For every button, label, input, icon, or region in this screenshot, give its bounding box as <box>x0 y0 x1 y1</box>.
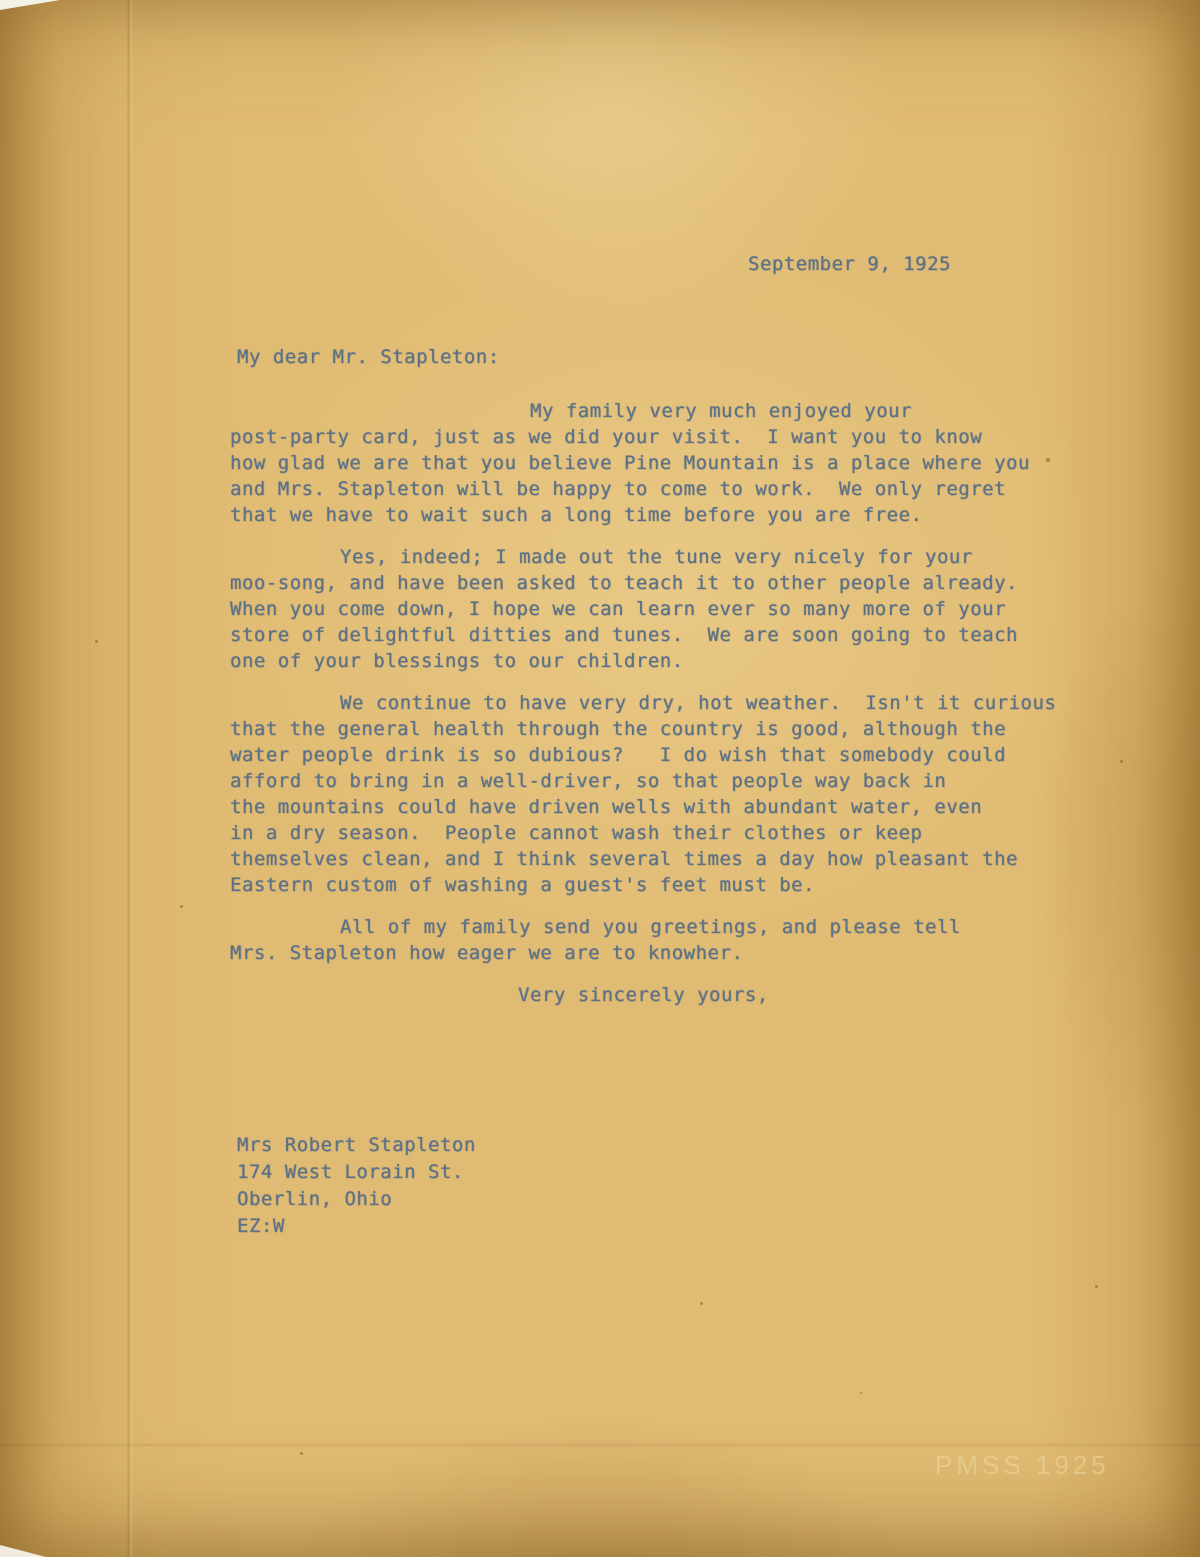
letter-line: one of your blessings to our children. <box>230 650 684 672</box>
paragraph <box>230 914 1056 966</box>
letter-line: post-party card, just as we did your visit. I want you to know <box>230 426 983 448</box>
paragraph <box>230 544 1056 674</box>
paper-speck <box>95 640 98 643</box>
paper-speck <box>1120 760 1123 763</box>
letter-line: themselves clean, and I think several times a day how pleasant the <box>230 848 1018 870</box>
letter-line: water people drink is so dubious? I do wish that somebody could <box>230 744 1007 766</box>
paper-speck <box>300 1452 303 1455</box>
paragraph <box>230 690 1056 898</box>
letter-line: store of delightful ditties and tunes. We are soon going to teach <box>230 624 1018 646</box>
letter-line: All of my family send you greetings, and please tell <box>340 916 961 938</box>
paragraph <box>230 398 1056 528</box>
recipient-block <box>237 1132 476 1240</box>
letter-line: that we have to wait such a long time before you are free. <box>230 504 923 526</box>
letter-closing: Very sincerely yours, <box>518 984 769 1006</box>
recipient-street: 174 West Lorain St. <box>237 1161 464 1183</box>
paper-speck <box>700 1302 703 1305</box>
typist-initials: EZ:W <box>237 1215 285 1237</box>
letter-line: that the general health through the country is good, although the <box>230 718 1007 740</box>
letter-line: When you come down, I hope we can learn ever so many more of your <box>230 598 1007 620</box>
paper-crease <box>0 1443 1200 1447</box>
paper-speck <box>180 905 183 908</box>
letter-line: afford to bring in a well-driver, so that people way back in <box>230 770 947 792</box>
letter-line: We continue to have very dry, hot weather. Isn't it curious <box>340 692 1057 714</box>
letter-line: in a dry season. People cannot wash their clothes or keep <box>230 822 923 844</box>
letter-line: Yes, indeed; I made out the tune very nicely for your <box>340 546 973 568</box>
letter-salutation: My dear Mr. Stapleton: <box>237 346 500 368</box>
recipient-name: Mrs Robert Stapleton <box>237 1134 476 1156</box>
scan-corner-top-left <box>0 0 60 10</box>
paper-speck <box>860 1392 862 1394</box>
archive-watermark: PMSS 1925 <box>935 1450 1110 1480</box>
letter-line: how glad we are that you believe Pine Mountain is a place where you <box>230 452 1030 474</box>
letter-line: Eastern custom of washing a guest's feet must be. <box>230 874 816 896</box>
paragraphs-container <box>230 398 1056 966</box>
letter-line: Mrs. Stapleton how eager we are to knowher. <box>230 942 744 964</box>
scan-corner-bottom-left <box>0 1545 46 1557</box>
letter-line: moo-song, and have been asked to teach it to other people already. <box>230 572 1018 594</box>
letter-line: and Mrs. Stapleton will be happy to come to work. We only regret <box>230 478 1007 500</box>
letter-line: the mountains could have driven wells with abundant water, even <box>230 796 983 818</box>
letter-line: My family very much enjoyed your <box>530 400 913 422</box>
recipient-city: Oberlin, Ohio <box>237 1188 393 1210</box>
paper-speck <box>1095 1285 1098 1288</box>
paper-fold-line <box>126 0 133 1557</box>
letter-body <box>230 398 1056 1008</box>
letter-date: September 9, 1925 <box>748 253 951 275</box>
